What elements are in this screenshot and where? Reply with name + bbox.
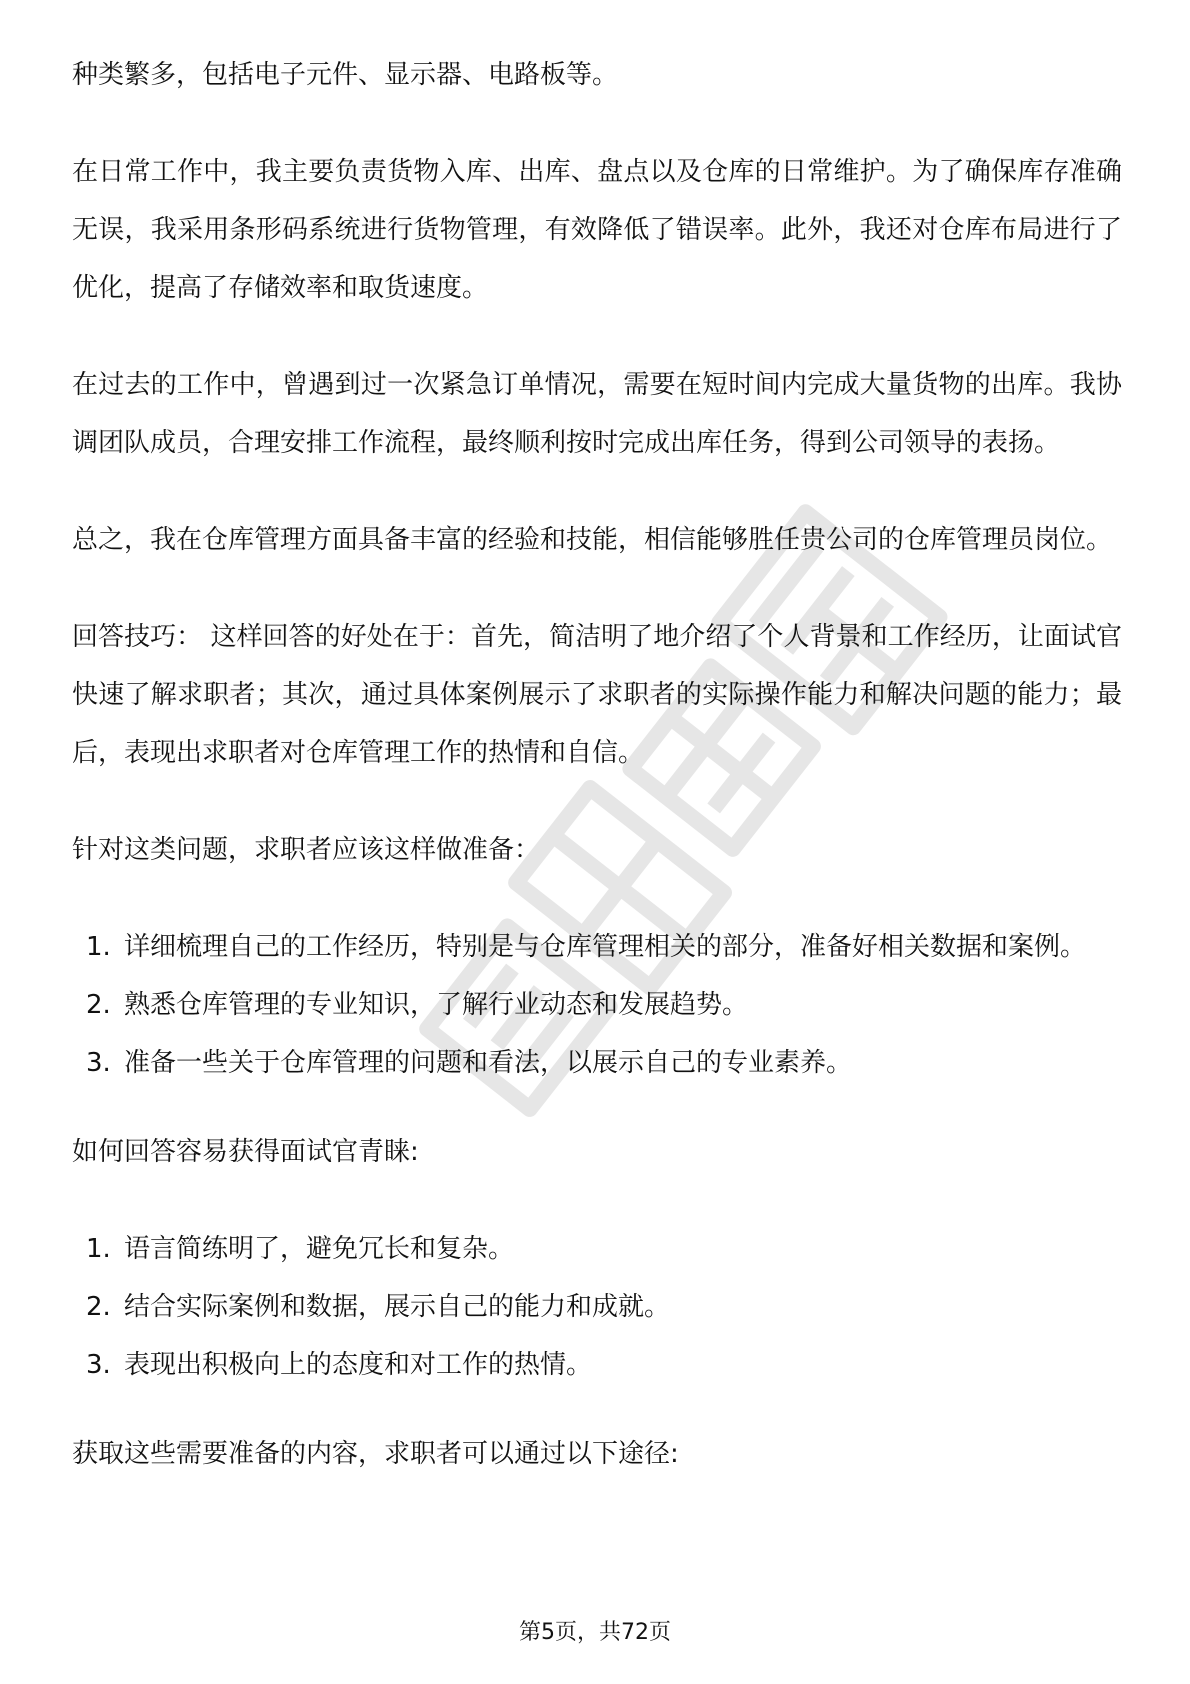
document-body [72,46,1122,1522]
section-heading: 如何回答容易获得面试官青睐: [72,1137,419,1167]
list-item [72,1034,1122,1092]
favor-list [72,1220,1122,1394]
list-number: 3. [86,1048,111,1078]
page-footer [0,1618,1190,1648]
closing-paragraph: 获取这些需要准备的内容，求职者可以通过以下途径: [72,1439,679,1469]
list-item [72,918,1122,976]
list-item-text: 表现出积极向上的态度和对工作的热情。 [124,1350,593,1380]
paragraph: 回答技巧： 这样回答的好处在于：首先，简洁明了地介绍了个人背景和工作经历，让面试官快速了解求职者；其次，通过具体案例展示了求职者的实际操作能力和解决问题的能力；最后，表现出求职者对仓库管理工作的热情和自信。 [72,622,1122,768]
paragraph: 总之，我在仓库管理方面具备丰富的经验和技能，相信能够胜任贵公司的仓库管理员岗位。 [72,525,1113,555]
page-indicator: 第5页，共72页 [519,1620,671,1645]
list-number: 2. [86,990,111,1020]
paragraph: 在过去的工作中，曾遇到过一次紧急订单情况，需要在短时间内完成大量货物的出库。我协调团队成员，合理安排工作流程，最终顺利按时完成出库任务，得到公司领导的表扬。 [72,370,1122,458]
list-number: 1. [86,1234,111,1264]
list-item-text: 结合实际案例和数据，展示自己的能力和成就。 [124,1292,671,1322]
list-item-text: 详细梳理自己的工作经历，特别是与仓库管理相关的部分，准备好相关数据和案例。 [124,932,1087,962]
list-number: 2. [86,1292,111,1322]
list-item [72,1336,1122,1394]
list-number: 3. [86,1350,111,1380]
list-item [72,1220,1122,1278]
list-item-text: 准备一些关于仓库管理的问题和看法，以展示自己的专业素养。 [124,1048,853,1078]
list-item-text: 熟悉仓库管理的专业知识，了解行业动态和发展趋势。 [124,990,749,1020]
list-item [72,1278,1122,1336]
paragraph: 种类繁多，包括电子元件、显示器、电路板等。 [72,60,619,90]
preparation-list [72,918,1122,1092]
list-item [72,976,1122,1034]
list-number: 1. [86,932,111,962]
list-item-text: 语言简练明了，避免冗长和复杂。 [124,1234,515,1264]
paragraph: 针对这类问题，求职者应该这样做准备： [72,835,541,865]
paragraph: 在日常工作中，我主要负责货物入库、出库、盘点以及仓库的日常维护。为了确保库存准确无误，我采用条形码系统进行货物管理，有效降低了错误率。此外，我还对仓库布局进行了优化，提高了存储效率和取货速度。 [72,157,1122,303]
